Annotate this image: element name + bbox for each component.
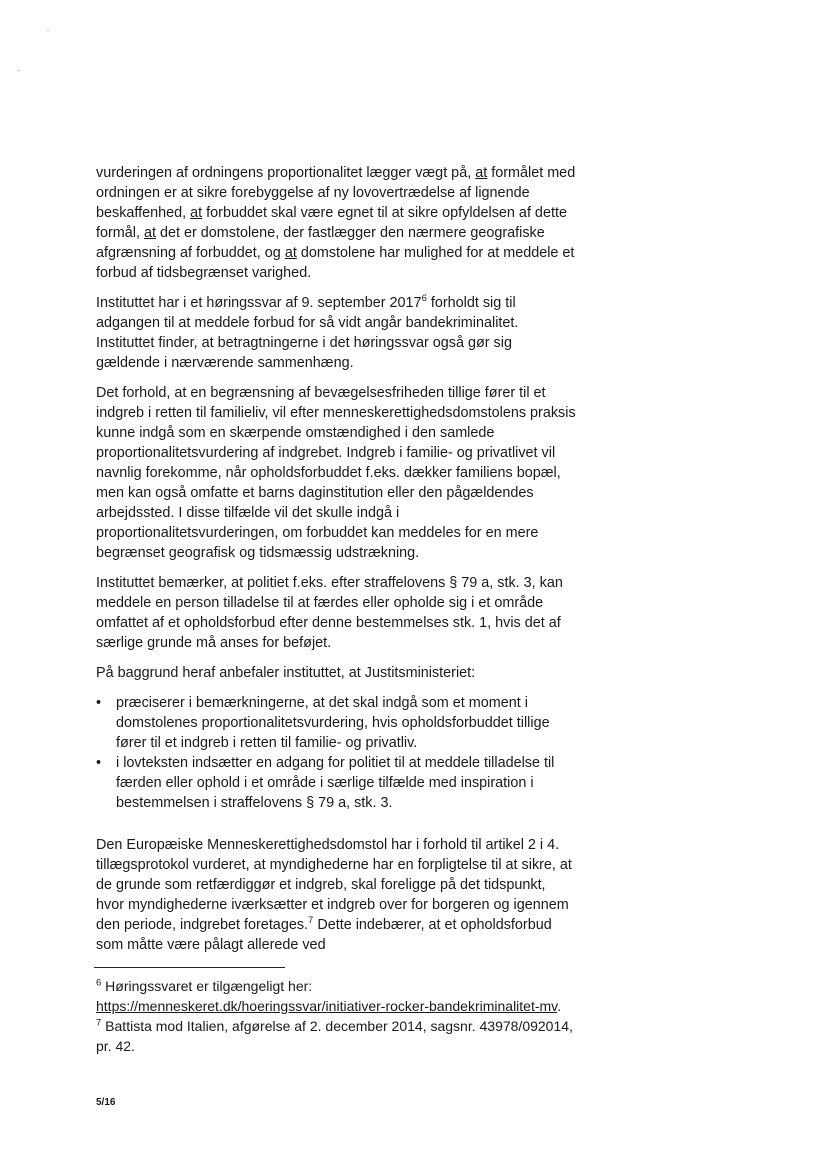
- underlined-at: at: [190, 205, 203, 221]
- paragraph-proportionality: vurderingen af ordningens proportionalitet lægger vægt på, at formålet med ordningen er at sikre forebyggelse af ny lovovertrædelse af lignende beskaffenhed, at forbuddet skal være egnet til at sikre opfyldelsen af dette formål, at det er domstolene, der fastlægger den nærmere geografiske afgrænsning af forbuddet, og at domstolene har mulighed for at meddele et forbud af tidsbegrænset varighed.: [96, 165, 576, 281]
- footnote-6: $^6$ Høringssvaret er tilgængeligt her: https://menneskeret.dk/hoeringssvar/initiativer-rocker-bandekriminalitet-mv.: [96, 977, 562, 1014]
- paragraph-recommendation-intro: På baggrund heraf anbefaler instituttet, at Justitsministeriet:: [96, 665, 476, 681]
- footnotes: [96, 976, 576, 1056]
- footnote-7: $^7$ Battista mod Italien, afgørelse af 2. december 2014, sagsnr. 43978/092014, pr. 42.: [96, 1017, 573, 1054]
- hearing-response-link[interactable]: https://menneskeret.dk/hoeringssvar/initiativer-rocker-bandekriminalitet-mv: [96, 998, 558, 1014]
- bullet-icon: •: [96, 695, 102, 711]
- list-item: • præciserer i bemærkningerne, at det skal indgå som et moment i domstolenes proportionalitetsvurdering, hvis opholdsforbuddet tillige fører til et indgreb i retten til familie- og privatliv.: [96, 695, 550, 751]
- body-text: [96, 163, 576, 965]
- scan-speck: [47, 30, 49, 31]
- footnote-number: 6: [96, 977, 102, 989]
- list-item: • i lovteksten indsætter en adgang for politiet til at meddele tilladelse til færden eller ophold i et område i særlige tilfælde med inspiration i bestemmelsen i straffelovens § 79 a, stk. 3.: [96, 755, 555, 811]
- underlined-at: at: [475, 165, 488, 181]
- footnote-ref-7[interactable]: 7: [308, 915, 314, 927]
- paragraph-police-permission: Instituttet bemærker, at politiet f.eks. efter straffelovens § 79 a, stk. 3, kan meddele en person tilladelse til at færdes eller opholde sig i et område omfattet af et opholdsforbud efter denne bestemmelses stk. 1, hvis det af særlige grunde må anses for beføjet.: [96, 575, 563, 651]
- page-number: 5/16: [96, 1097, 116, 1108]
- bullet-icon: •: [96, 755, 102, 771]
- footnote-divider: [94, 967, 285, 968]
- underlined-at: at: [143, 225, 156, 241]
- underlined-at: at: [284, 245, 297, 261]
- scan-speck: [18, 70, 20, 71]
- footnote-number: 7: [96, 1017, 102, 1029]
- paragraph-hearing-response: Instituttet har i et høringssvar af 9. september 2017$^6$ forholdt sig til adgangen til at meddele forbud for så vidt angår bandekriminalitet. Instituttet finder, at betragtningerne i det høringssvar også gør sig gældende i nærværende sammenhæng.: [96, 293, 519, 371]
- paragraph-echr: Den Europæiske Menneskerettighedsdomstol har i forhold til artikel 2 i 4. tillægsprotokol vurderet, at myndighederne har en forpligtelse til at sikre, at de grunde som retfærdiggør et indgreb, skal foreligge på det tidspunkt, hvor myndighederne iværksætter et indgreb over for borgeren og igennem den periode, indgrebet foretages.$^7$ Dette indebærer, at et opholdsforbud som måtte være pålagt allerede ved: [96, 837, 572, 953]
- recommendation-list: [96, 693, 576, 813]
- footnote-ref-6[interactable]: 6: [421, 293, 427, 305]
- paragraph-family-life: Det forhold, at en begrænsning af bevægelsesfriheden tillige fører til et indgreb i retten til familieliv, vil efter menneskerettighedsdomstolens praksis kunne indgå som en skærpende omstændighed i den samlede proportionalitetsvurdering af indgrebet. Indgreb i familie- og privatlivet vil navnlig forekomme, når opholdsforbuddet f.eks. dækker familiens bopæl, men kan også omfatte et barns daginstitution eller den pågældendes arbejdssted. I disse tilfælde vil det skulle indgå i proportionalitetsvurderingen, om forbuddet kan meddeles for en mere begrænset geografisk og tidsmæssig udstrækning.: [96, 385, 576, 561]
